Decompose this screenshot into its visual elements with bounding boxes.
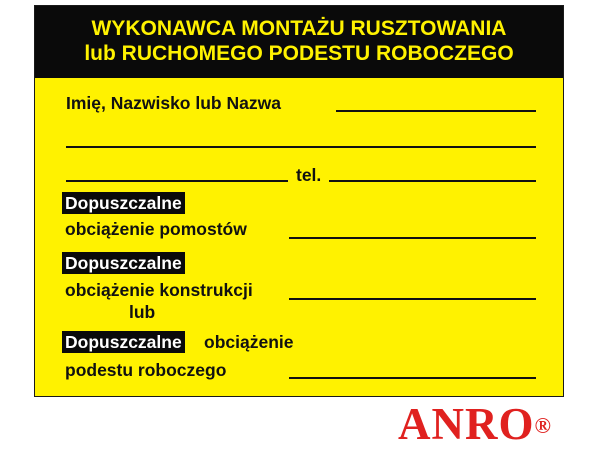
section-1-line	[289, 237, 536, 239]
section-3-text-2: podestu roboczego	[65, 360, 227, 380]
tel-line	[329, 180, 536, 182]
section-1-highlight: Dopuszczalne	[62, 192, 185, 214]
anro-logo-text: ANRO	[398, 399, 535, 449]
section-1-text: obciążenie pomostów	[65, 219, 247, 239]
blank-line-2	[66, 146, 536, 148]
section-3-highlight: Dopuszczalne	[62, 331, 185, 353]
registered-mark: ®	[534, 413, 552, 438]
section-3-text-inline: obciążenie	[204, 332, 294, 352]
section-2-text: obciążenie konstrukcji	[65, 280, 253, 300]
section-2-text-2: lub	[129, 302, 156, 322]
section-2-highlight: Dopuszczalne	[62, 252, 185, 274]
section-3-line	[289, 377, 536, 379]
tel-label: tel.	[296, 165, 322, 185]
sign-title-line-1: WYKONAWCA MONTAŻU RUSZTOWANIA	[91, 17, 507, 40]
name-label: Imię, Nazwisko lub Nazwa	[66, 93, 281, 113]
blank-line-3	[66, 180, 288, 182]
section-2-line	[289, 298, 536, 300]
safety-sign	[34, 5, 564, 397]
sign-header	[35, 6, 563, 78]
anro-logo	[398, 400, 552, 448]
name-line	[336, 110, 536, 112]
sign-title-line-2: lub RUCHOMEGO PODESTU ROBOCZEGO	[84, 42, 514, 65]
